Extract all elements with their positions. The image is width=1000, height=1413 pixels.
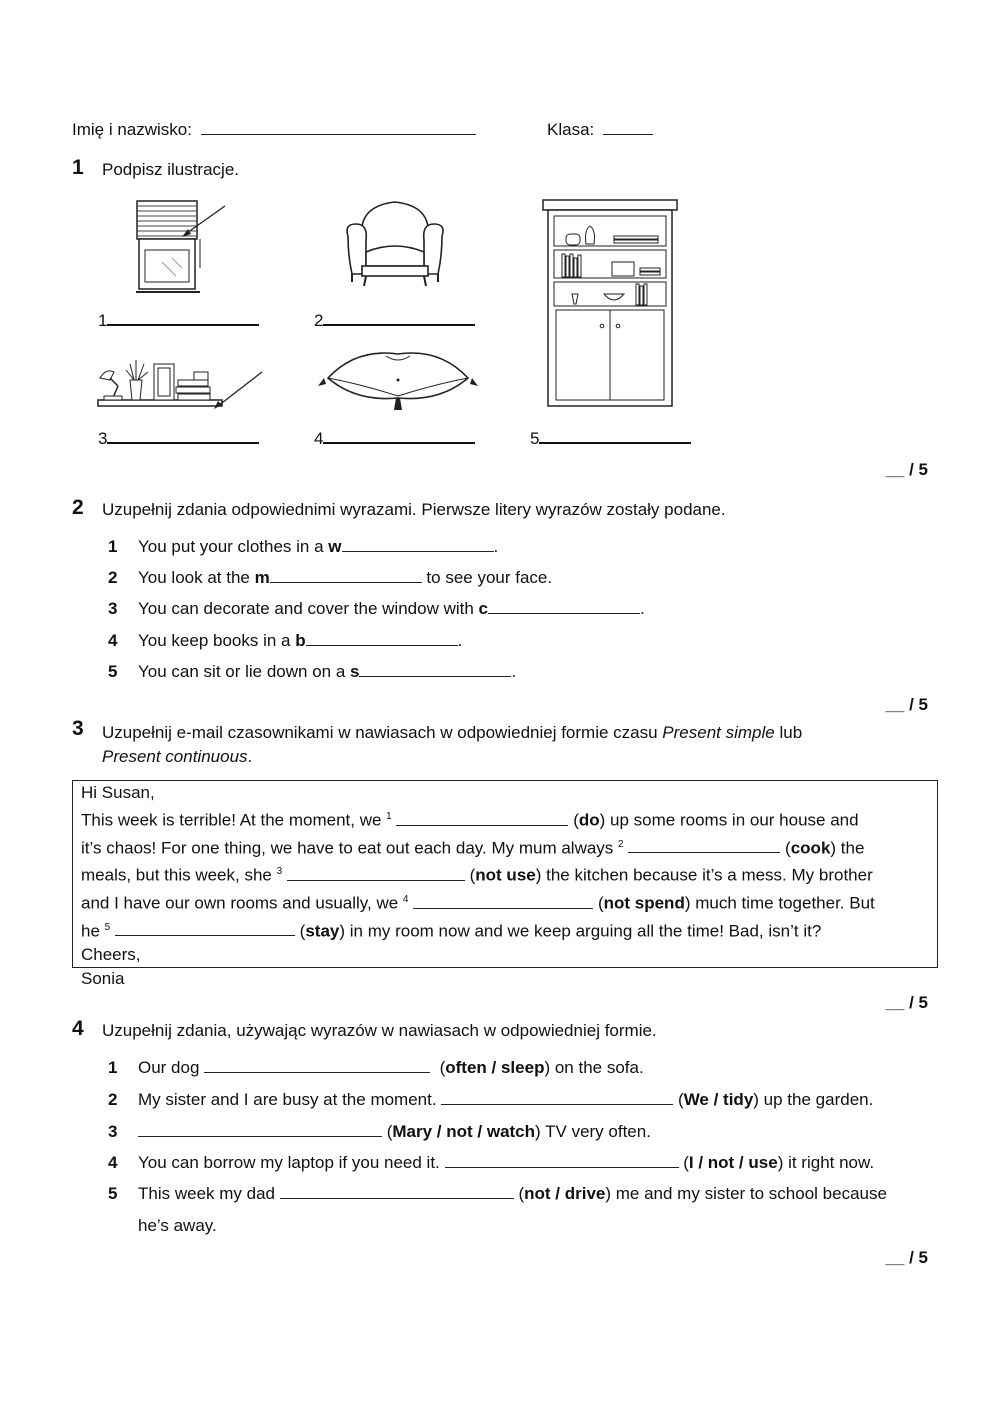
email-line-2-start: it’s chaos! For one thing, we have to eat out each day. My mum always	[81, 838, 619, 858]
s4-item-2-end: up the garden.	[758, 1090, 874, 1109]
label-1-number: 1	[98, 311, 108, 330]
email-signature: Sonia	[81, 969, 125, 989]
s2-item-5-blank[interactable]	[359, 663, 511, 677]
label-5-answer-field[interactable]	[539, 428, 691, 444]
email-line-4-start: and I have our own rooms and usually, we	[81, 893, 403, 913]
email-line-1-end: up some rooms in our house and	[605, 810, 859, 830]
email-line-3-end: the kitchen because it’s a mess. My brother	[541, 865, 873, 885]
s2-item-3-text: You can decorate and cover the window with	[138, 599, 479, 618]
s2-item-2-number: 2	[108, 568, 118, 587]
s4-item-3-hint: Mary / not / watch	[392, 1122, 536, 1141]
label-2	[314, 310, 475, 331]
email-gap-5-number: 5	[104, 921, 111, 933]
s4-item-1-text: Our dog	[138, 1058, 205, 1077]
label-5-number: 5	[530, 429, 540, 448]
s2-item-4-blank[interactable]	[306, 632, 458, 646]
label-2-number: 2	[314, 311, 324, 330]
s2-item-2-end: to see your face.	[421, 568, 553, 587]
section-3-title	[102, 721, 902, 769]
s4-item-3-end: TV very often.	[540, 1122, 651, 1141]
email-verb-1: do	[578, 810, 600, 830]
s2-item-3-end: .	[640, 599, 645, 618]
email-greeting: Hi Susan,	[81, 783, 155, 802]
s2-item-2-text: You look at the	[138, 568, 255, 587]
s4-item-4-end: it right now.	[783, 1153, 875, 1172]
s4-item-4-text: You can borrow my laptop if you need it.	[138, 1153, 445, 1172]
email-gap-3-number: 3	[276, 866, 283, 878]
s4-item-4-hint: I / not / use	[688, 1153, 778, 1172]
section-2-title: Uzupełnij zdania odpowiednimi wyrazami. Pierwsze litery wyrazów zostały podane.	[102, 500, 726, 519]
s2-item-4-letter: b	[295, 631, 306, 650]
section-3-title-or: lub	[774, 723, 803, 742]
section-2-score: __ / 5	[885, 695, 928, 714]
s2-item-4-end: .	[457, 631, 463, 650]
label-4-answer-field[interactable]	[323, 428, 475, 444]
label-5	[530, 428, 691, 449]
email-verb-2: cook	[790, 838, 831, 858]
s4-item-4-number: 4	[108, 1153, 118, 1172]
section-3-title-end: .	[247, 747, 253, 766]
s2-item-5-end: .	[511, 662, 517, 681]
s4-item-3-blank[interactable]	[138, 1123, 382, 1137]
email-gap-1[interactable]	[396, 812, 568, 826]
armchair-illustration	[340, 196, 450, 292]
section-4-title: Uzupełnij zdania, używając wyrazów w nawiasach w odpowiedniej formie.	[102, 1021, 657, 1040]
email-verb-4: not spend	[603, 893, 685, 913]
name-label: Imię i nazwisko:	[72, 120, 192, 139]
email-line-5: he $^5$ (stay) in my room now and we keep arguing all the time! Bad, isn’t it?	[81, 921, 822, 941]
label-4-number: 4	[314, 429, 324, 448]
label-2-answer-field[interactable]	[323, 310, 475, 326]
s4-item-2-blank[interactable]	[441, 1091, 673, 1105]
email-line-1: This week is terrible! At the moment, we $^1$ (do) up some rooms in our house and	[81, 810, 859, 830]
email-closing: Cheers,	[81, 945, 141, 965]
email-line-1-start: This week is terrible! At the moment, we	[81, 810, 387, 830]
email-line-3-start: meals, but this week, she	[81, 865, 277, 885]
section-3-title-tense-2: Present continuous	[102, 747, 248, 766]
section-2-number: 2	[72, 496, 84, 519]
s4-item-4-blank[interactable]	[445, 1154, 679, 1168]
email-gap-5[interactable]	[115, 922, 295, 936]
name-row	[72, 120, 476, 140]
s2-item-4-text: You keep books in a	[138, 631, 296, 650]
bookcase-illustration	[540, 198, 680, 412]
s2-item-2-blank[interactable]	[270, 569, 422, 583]
s2-item-3-blank[interactable]	[488, 600, 640, 614]
email-gap-4-number: 4	[402, 893, 409, 905]
shelf-illustration	[94, 356, 266, 414]
section-3-number: 3	[72, 717, 84, 740]
s4-item-1-hint: often / sleep	[445, 1058, 545, 1077]
s2-item-2-letter: m	[254, 568, 270, 587]
email-gap-2-number: 2	[618, 838, 624, 850]
window-blinds-illustration	[132, 198, 232, 298]
section-4-number: 4	[72, 1017, 84, 1040]
s2-item-4-number: 4	[108, 631, 118, 650]
class-row	[547, 120, 653, 140]
email-gap-3[interactable]	[287, 867, 465, 881]
class-field[interactable]	[603, 120, 653, 135]
email-line-2: it’s chaos! For one thing, we have to eat out each day. My mum always $^2$ (cook) the	[81, 838, 865, 858]
s4-item-3-number: 3	[108, 1122, 118, 1141]
s4-item-1-number: 1	[108, 1058, 118, 1077]
label-1-answer-field[interactable]	[107, 310, 259, 326]
email-line-4-end: much time together. But	[690, 893, 875, 913]
s4-item-2-number: 2	[108, 1090, 118, 1109]
s2-item-1-blank[interactable]	[342, 538, 494, 552]
s4-item-5-line-2: he’s away.	[138, 1216, 217, 1235]
s2-item-1-number: 1	[108, 537, 118, 556]
s2-item-3-letter: c	[478, 599, 488, 618]
label-3-answer-field[interactable]	[107, 428, 259, 444]
section-1-title: Podpisz ilustracje.	[102, 160, 240, 179]
s4-item-5-end: me and my sister to school because	[611, 1184, 887, 1203]
s4-item-5-hint: not / drive	[524, 1184, 606, 1203]
email-gap-1-number: 1	[386, 811, 392, 822]
s2-item-5-text: You can sit or lie down on a	[138, 662, 351, 681]
section-3-title-text: Uzupełnij e-mail czasownikami w nawiasach w odpowiedniej formie czasu	[102, 723, 663, 742]
s2-item-5-number: 5	[108, 662, 118, 681]
label-3-number: 3	[98, 429, 108, 448]
email-gap-4[interactable]	[413, 895, 593, 909]
s2-item-1-end: .	[493, 537, 499, 556]
email-gap-2[interactable]	[628, 839, 780, 853]
s4-item-2-text: My sister and I are busy at the moment.	[138, 1090, 442, 1109]
cushion-illustration	[316, 344, 480, 414]
email-verb-3: not use	[475, 865, 536, 885]
section-3-title-tense-1: Present simple	[662, 723, 775, 742]
email-line-5-end: in my room now and we keep arguing all the time! Bad, isn’t it?	[345, 921, 822, 941]
email-box	[72, 780, 938, 989]
s4-item-5-blank[interactable]	[280, 1185, 514, 1199]
s4-item-5-text: This week my dad	[138, 1184, 280, 1203]
s4-item-2-hint: We / tidy	[683, 1090, 754, 1109]
s2-item-1-text: You put your clothes in a	[138, 537, 329, 556]
s4-item-1-blank[interactable]	[204, 1059, 430, 1073]
section-1-number: 1	[72, 156, 84, 179]
s2-item-1-letter: w	[328, 537, 342, 556]
section-3-score: __ / 5	[885, 993, 928, 1012]
s4-item-5-continued	[138, 1216, 217, 1236]
section-4-score: __ / 5	[885, 1248, 928, 1267]
name-field[interactable]	[201, 120, 476, 135]
s4-item-5-number: 5	[108, 1184, 118, 1203]
section-1-score: __ / 5	[885, 460, 928, 479]
email-verb-5: stay	[305, 921, 340, 941]
email-line-4: and I have our own rooms and usually, we $^4$ (not spend) much time together. But	[81, 893, 875, 913]
label-1	[98, 310, 259, 331]
class-label: Klasa:	[547, 120, 595, 139]
s2-item-3-number: 3	[108, 599, 118, 618]
label-4	[314, 428, 475, 449]
s2-item-5-letter: s	[350, 662, 360, 681]
label-3	[98, 428, 259, 449]
email-line-3: meals, but this week, she $^3$ (not use) the kitchen because it’s a mess. My brother	[81, 865, 873, 885]
email-line-5-start: he	[81, 921, 105, 941]
s4-item-1-end: on the sofa.	[550, 1058, 644, 1077]
email-line-2-end: the	[836, 838, 865, 858]
